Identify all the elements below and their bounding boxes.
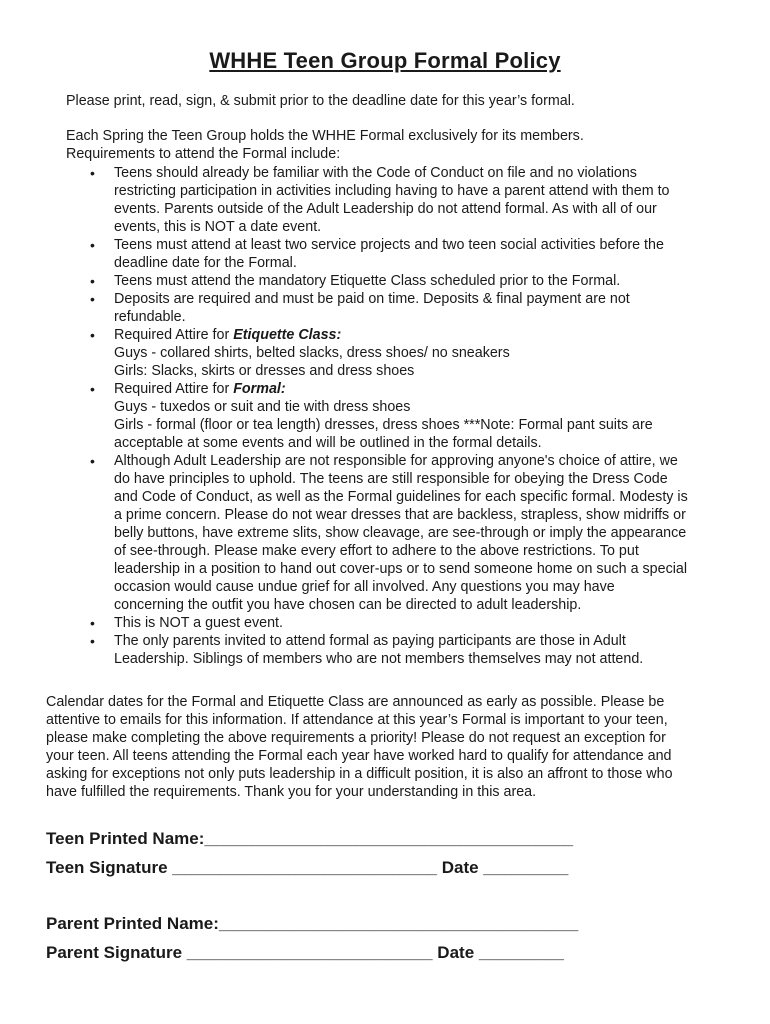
bullet-text-line: This is NOT a guest event.: [114, 615, 283, 631]
bullet-marker: •: [90, 165, 95, 181]
bullet-marker: •: [90, 615, 95, 631]
bullet-text-line: do have principles to uphold. The teens are still responsible for obeying the Dress Code: [114, 471, 668, 487]
bullet-marker: •: [90, 237, 95, 253]
bullet-marker: •: [90, 273, 95, 289]
document-title: WHHE Teen Group Formal Policy: [209, 48, 561, 73]
bullet-text-line: Although Adult Leadership are not responsible for approving anyone's choice of attire, we: [114, 453, 678, 469]
bullet-text-line: acceptable at some events and will be outlined in the formal details.: [114, 435, 542, 451]
closing-line: asking for exceptions not only puts leadership in a difficult position, it is also an affront to those who: [46, 766, 673, 782]
bullet-text-line: Guys - tuxedos or suit and tie with dress shoes: [114, 399, 411, 415]
bullet-text-line: restricting participation in activities including having to have a parent attend with them to: [114, 183, 670, 199]
closing-line: please make completing the above requirements a priority! Please do not request an exception for: [46, 730, 666, 746]
bullet-text-line: refundable.: [114, 309, 186, 325]
closing-line: your teen. All teens attending the Formal each year have worked hard to qualify for attendance and: [46, 748, 672, 764]
bullet-marker: •: [90, 327, 95, 343]
closing-line: attentive to emails for this information. If attendance at this year’s Formal is important to your teen,: [46, 712, 668, 728]
bullet-text-line: Girls: Slacks, skirts or dresses and dress shoes: [114, 363, 415, 379]
bullet-text-line: deadline date for the Formal.: [114, 255, 297, 271]
attire-heading: [114, 380, 286, 398]
bullet-text-line: Girls - formal (floor or tea length) dresses, dress shoes ***Note: Formal pant suits are: [114, 417, 653, 433]
bullet-text-line: events. Parents outside of the Adult Leadership do not attend formal. As with all of our: [114, 201, 657, 217]
teen-signature-line[interactable]: Teen Signature ____________________________ Date _________: [46, 858, 569, 877]
bullet-text-line: and Code of Conduct, as well as the Formal guidelines for each specific formal. Modesty is: [114, 489, 688, 505]
closing-line: Calendar dates for the Formal and Etiquette Class are announced as early as possible. Please be: [46, 694, 665, 710]
bullet-marker: •: [90, 633, 95, 649]
bullet-text-line: events, this is NOT a date event.: [114, 219, 322, 235]
attire-heading-prefix: Required Attire for: [114, 327, 234, 343]
bullet-text-line: Teens should already be familiar with the Code of Conduct on file and no violations: [114, 165, 637, 181]
bullet-text-line: of see-through. Please make every effort to adhere to the above restrictions. To put: [114, 543, 639, 559]
bullet-text-line: Guys - collared shirts, belted slacks, dress shoes/ no sneakers: [114, 345, 510, 361]
bullet-text-line: occasion would cause undue grief for all involved. Any questions you may have: [114, 579, 615, 595]
intro-line: Each Spring the Teen Group holds the WHHE Formal exclusively for its members.: [66, 128, 584, 144]
bullet-text-line: a prime concern. Please do not wear dresses that are backless, strapless, show midriffs or: [114, 507, 686, 523]
attire-heading: [114, 326, 341, 344]
bullet-marker: •: [90, 291, 95, 307]
parent-printed-name-line[interactable]: Parent Printed Name:______________________________________: [46, 914, 579, 933]
bullet-text-line: Teens must attend at least two service projects and two teen social activities before the: [114, 237, 664, 253]
bullet-marker: •: [90, 381, 95, 397]
bullet-text-line: belly buttons, have extreme slits, show cleavage, are see-through or imply the appearance: [114, 525, 687, 541]
bullet-text-line: Leadership. Siblings of members who are not members themselves may not attend.: [114, 651, 644, 667]
bullet-text-line: Teens must attend the mandatory Etiquette Class scheduled prior to the Formal.: [114, 273, 621, 289]
bullet-text-line: Deposits are required and must be paid on time. Deposits & final payment are not: [114, 291, 630, 307]
attire-heading-emphasis: Formal:: [233, 381, 286, 397]
bullet-text-line: leadership in a position to hand out cover-ups or to send someone home on such a special: [114, 561, 688, 577]
instruction-text: Please print, read, sign, & submit prior to the deadline date for this year’s formal.: [66, 93, 575, 109]
bullet-text-line: The only parents invited to attend formal as paying participants are those in Adult: [114, 633, 626, 649]
bullet-marker: •: [90, 453, 95, 469]
attire-heading-emphasis: Etiquette Class:: [233, 327, 342, 343]
closing-line: have fulfilled the requirements. Thank you for your understanding in this area.: [46, 784, 537, 800]
attire-heading-prefix: Required Attire for: [114, 381, 234, 397]
intro-line: Requirements to attend the Formal include:: [66, 146, 341, 162]
parent-signature-line[interactable]: Parent Signature __________________________ Date _________: [46, 943, 564, 962]
bullet-text-line: concerning the outfit you have chosen can be directed to adult leadership.: [114, 597, 582, 613]
teen-printed-name-line[interactable]: Teen Printed Name:_______________________________________: [46, 829, 574, 848]
